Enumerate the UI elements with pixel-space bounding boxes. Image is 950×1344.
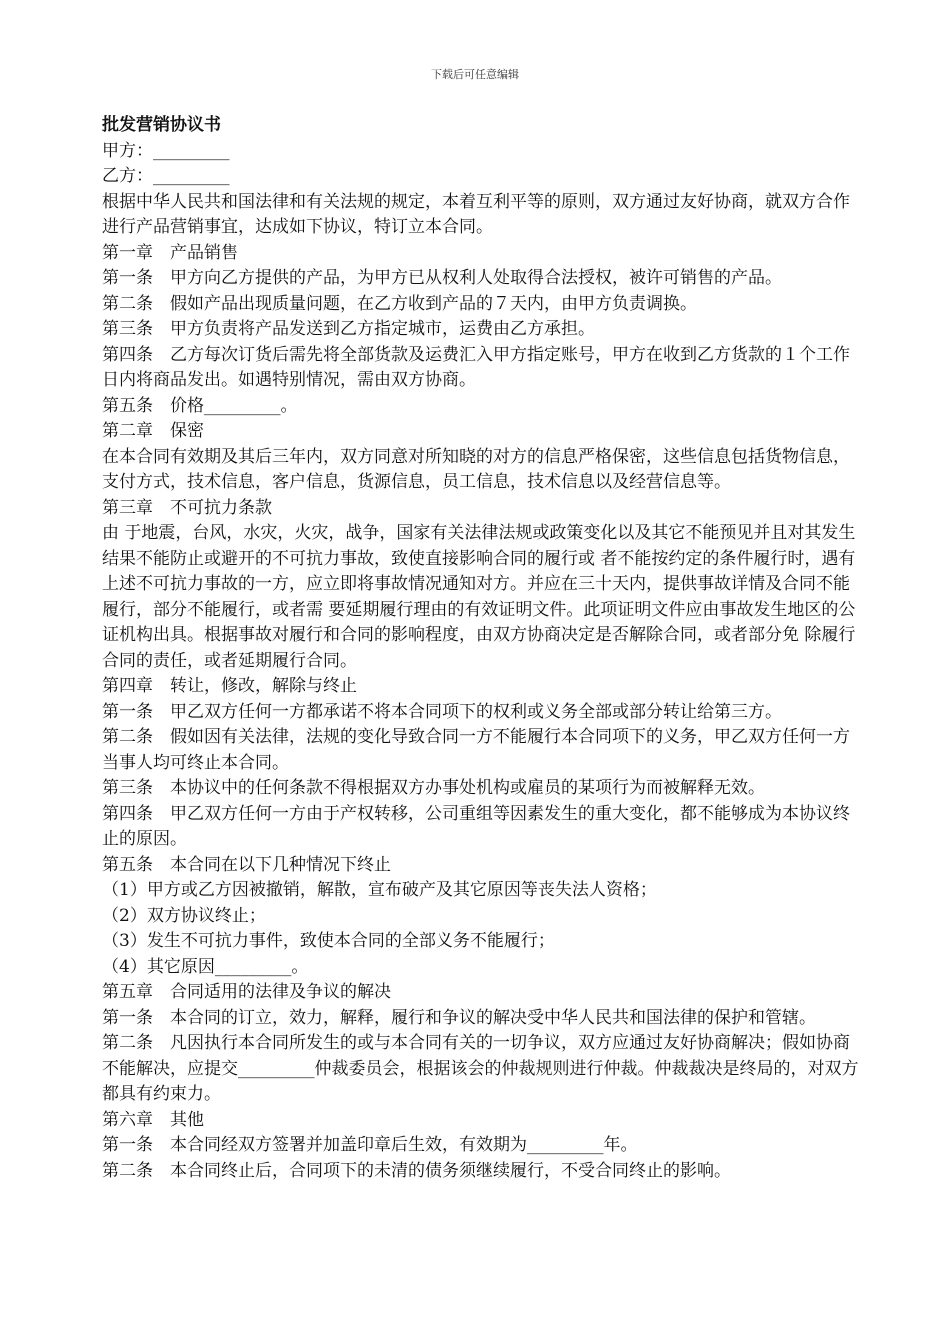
chapter-1-article-2: 第二条 假如产品出现质量问题，在乙方收到产品的７天内，由甲方负责调换。 <box>102 293 697 314</box>
chapter-5-article-2: 第二条 凡因执行本合同所发生的或与本合同有关的一切争议，双方应通过友好协商解决；假如协商不能解决，应提交_________仲裁委员会，根据该会的仲裁规则进行仲裁。仲裁裁决是终局的，对双方都具有约束力。 <box>102 1033 859 1104</box>
page-header-note: 下载后可任意编辑 <box>431 68 519 81</box>
chapter-4-article-4: 第四条 甲乙双方任何一方由于产权转移，公司重组等因素发生的重大变化，都不能够成为本协议终止的原因。 <box>102 803 850 849</box>
chapter-4-article-1: 第一条 甲乙双方任何一方都承诺不将本合同项下的权利或义务全部或部分转让给第三方。 <box>102 701 782 722</box>
chapter-1-heading: 第一章 产品销售 <box>102 242 238 263</box>
chapter-2-body: 在本合同有效期及其后三年内，双方同意对所知晓的对方的信息严格保密，这些信息包括货物信息，支付方式，技术信息，客户信息，货源信息，员工信息，技术信息以及经营信息等。 <box>102 446 850 492</box>
chapter-6-article-1: 第一条 本合同经双方签署并加盖印章后生效，有效期为_________年。 <box>102 1135 638 1155</box>
chapter-3-body: 由 于地震，台风，水灾，火灾，战争，国家有关法律法规或政策变化以及其它不能预见并且对其发生结果不能防止或避开的不可抗力事故，致使直接影响合同的履行或 者不能按约定的条件履行时，遇有上述不可抗力事故的一方，应立即将事故情况通知对方。并应在三十天内，提供事故详情及合同不能履行，部分不能履行，或者需 要延期履行理由的有效证明文件。此项证明文件应由事故发生地区的公证机构出具。根据事故对履行和合同的影响程度，由双方协商决定是否解除合同，或者部分免 除履行合同的责任，或者延期履行合同。 <box>102 523 856 671</box>
party-b-line: 乙方：_________ <box>102 166 230 186</box>
chapter-6-heading: 第六章 其他 <box>102 1109 204 1130</box>
document-title: 批发营销协议书 <box>102 115 221 135</box>
chapter-1-article-5: 第五条 价格_________。 <box>102 395 298 416</box>
chapter-4-article-5: 第五条 本合同在以下几种情况下终止 <box>102 854 391 875</box>
document-body <box>102 113 862 1184</box>
chapter-4-article-3: 第三条 本协议中的任何条款不得根据双方办事处机构或雇员的某项行为而被解释无效。 <box>102 778 765 798</box>
termination-item-4: （4）其它原因_________。 <box>102 956 309 977</box>
chapter-5-heading: 第五章 合同适用的法律及争议的解决 <box>102 982 391 1002</box>
termination-item-2: （2）双方协议终止； <box>102 905 266 926</box>
chapter-6-article-2: 第二条 本合同终止后，合同项下的未清的债务须继续履行，不受合同终止的影响。 <box>102 1160 731 1181</box>
intro-paragraph: 根据中华人民共和国法律和有关法规的规定，本着互利平等的原则，双方通过友好协商，就双方合作进行产品营销事宜，达成如下协议，特订立本合同。 <box>102 191 850 237</box>
chapter-4-article-2: 第二条 假如因有关法律，法规的变化导致合同一方不能履行本合同项下的义务，甲乙双方任何一方当事人均可终止本合同。 <box>102 727 850 773</box>
chapter-3-heading: 第三章 不可抗力条款 <box>102 497 272 518</box>
chapter-1-article-1: 第一条 甲方向乙方提供的产品，为甲方已从权利人处取得合法授权，被许可销售的产品。 <box>102 268 782 288</box>
chapter-5-article-1: 第一条 本合同的订立，效力，解释，履行和争议的解决受中华人民共和国法律的保护和管辖。 <box>102 1007 816 1028</box>
termination-item-3: （3）发生不可抗力事件，致使本合同的全部义务不能履行； <box>102 931 555 951</box>
chapter-1-article-3: 第三条 甲方负责将产品发送到乙方指定城市，运费由乙方承担。 <box>102 319 595 339</box>
termination-item-1: （1）甲方或乙方因被撤销，解散，宣布破产及其它原因等丧失法人资格； <box>102 880 657 900</box>
party-a-line: 甲方：_________ <box>102 140 230 161</box>
chapter-2-heading: 第二章 保密 <box>102 421 204 441</box>
chapter-1-article-4: 第四条 乙方每次订货后需先将全部货款及运费汇入甲方指定账号，甲方在收到乙方货款的１个工作日内将商品发出。如遇特别情况，需由双方协商。 <box>102 344 850 390</box>
chapter-4-heading: 第四章 转让，修改，解除与终止 <box>102 676 357 696</box>
